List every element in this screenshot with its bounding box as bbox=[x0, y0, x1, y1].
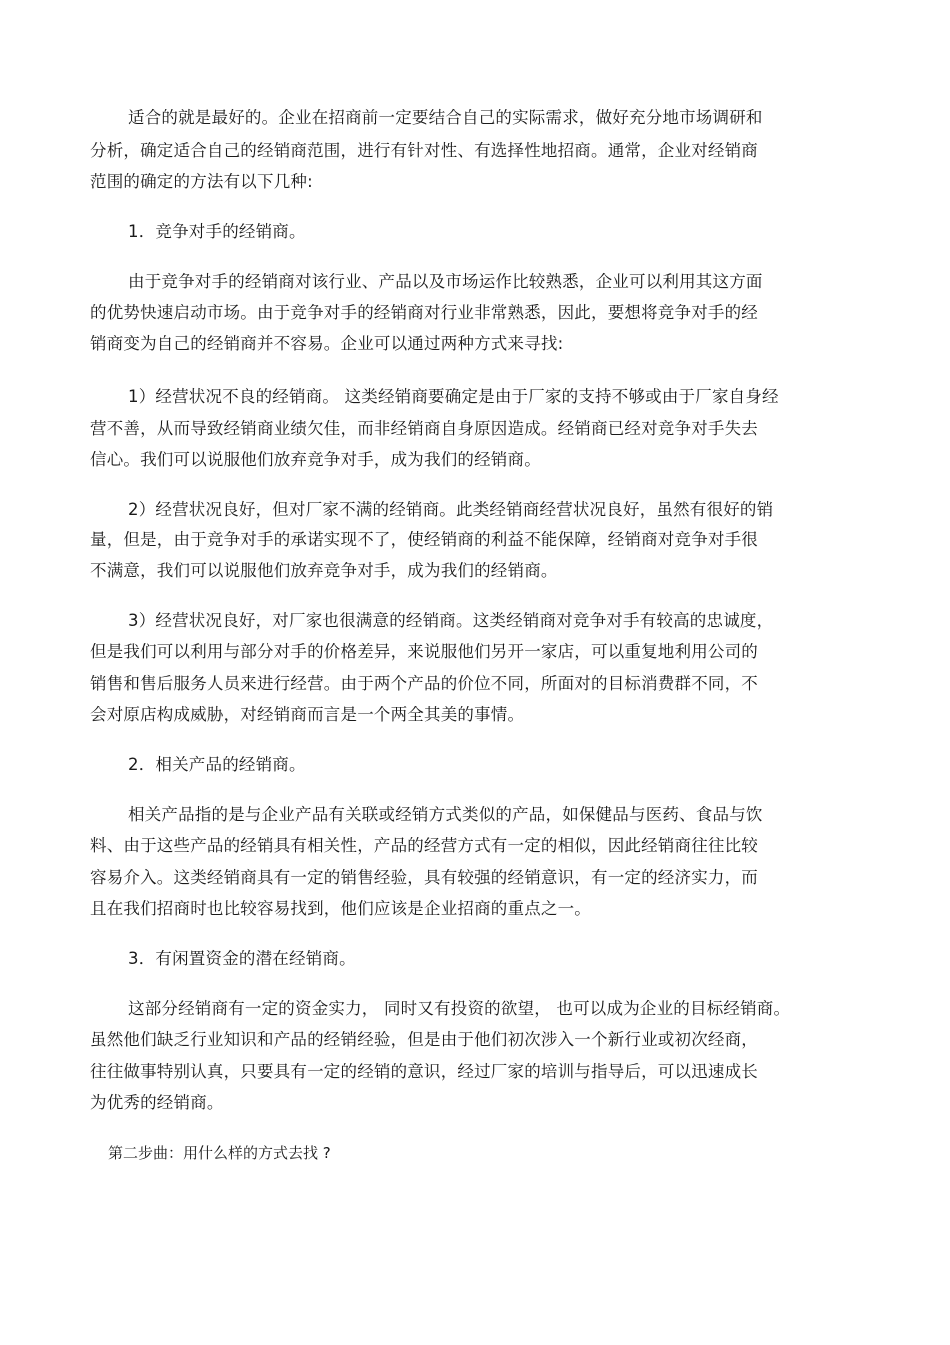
item1-title: 1．竞争对手的经销商。 bbox=[128, 222, 306, 241]
sub3-line-4: 会对原店构成威胁，对经销商而言是一个两全其美的事情。 bbox=[90, 705, 525, 724]
item1-body-line-2: 的优势快速启动市场。由于竞争对手的经销商对行业非常熟悉，因此，要想将竞争对手的经 bbox=[90, 303, 758, 322]
sub3-line-3: 销售和售后服务人员来进行经营。由于两个产品的价位不同，所面对的目标消费群不同，不 bbox=[90, 674, 758, 693]
item3-body-line-3: 往往做事特别认真，只要具有一定的经销的意识，经过厂家的培训与指导后，可以迅速成长 bbox=[90, 1062, 758, 1081]
sub1-line-1: 1）经营状况不良的经销商。 这类经销商要确定是由于厂家的支持不够或由于厂家自身经 bbox=[128, 387, 779, 406]
intro-line-2: 分析，确定适合自己的经销商范围，进行有针对性、有选择性地招商。通常，企业对经销商 bbox=[90, 141, 758, 160]
intro-line-1: 适合的就是最好的。企业在招商前一定要结合自己的实际需求，做好充分地市场调研和 bbox=[128, 108, 763, 127]
item1-body-line-1: 由于竞争对手的经销商对该行业、产品以及市场运作比较熟悉，企业可以利用其这方面 bbox=[128, 272, 763, 291]
item3-title: 3．有闲置资金的潜在经销商。 bbox=[128, 949, 356, 968]
item2-body-line-3: 容易介入。这类经销商具有一定的销售经验，具有较强的经销意识，有一定的经济实力，而 bbox=[90, 868, 758, 887]
step2-heading: 第二步曲：用什么样的方式去找 ? bbox=[108, 1144, 331, 1162]
item2-body-line-4: 且在我们招商时也比较容易找到，他们应该是企业招商的重点之一。 bbox=[90, 899, 591, 918]
item3-body-line-2: 虽然他们缺乏行业知识和产品的经销经验，但是由于他们初次涉入一个新行业或初次经商， bbox=[90, 1030, 758, 1049]
item1-body-line-3: 销商变为自己的经销商并不容易。企业可以通过两种方式来寻找: bbox=[90, 334, 564, 353]
sub3-line-1: 3）经营状况良好，对厂家也很满意的经销商。这类经销商对竞争对手有较高的忠诚度， bbox=[128, 611, 774, 630]
sub2-line-2: 量，但是，由于竞争对手的承诺实现不了，使经销商的利益不能保障，经销商对竞争对手很 bbox=[90, 530, 758, 549]
item3-body-line-1: 这部分经销商有一定的资金实力， 同时又有投资的欲望， 也可以成为企业的目标经销商。 bbox=[128, 999, 791, 1018]
intro-line-3: 范围的确定的方法有以下几种: bbox=[90, 172, 313, 191]
item2-body-line-2: 料、由于这些产品的经销具有相关性，产品的经营方式有一定的相似，因此经销商往往比较 bbox=[90, 836, 758, 855]
sub2-line-1: 2）经营状况良好，但对厂家不满的经销商。此类经销商经营状况良好，虽然有很好的销 bbox=[128, 500, 774, 519]
sub1-line-3: 信心。我们可以说服他们放弃竞争对手，成为我们的经销商。 bbox=[90, 450, 541, 469]
item2-body-line-1: 相关产品指的是与企业产品有关联或经销方式类似的产品，如保健品与医药、食品与饮 bbox=[128, 805, 763, 824]
sub2-line-3: 不满意，我们可以说服他们放弃竞争对手，成为我们的经销商。 bbox=[90, 561, 558, 580]
item3-body-line-4: 为优秀的经销商。 bbox=[90, 1093, 224, 1112]
item2-title: 2．相关产品的经销商。 bbox=[128, 755, 306, 774]
sub1-line-2: 营不善，从而导致经销商业绩欠佳，而非经销商自身原因造成。经销商已经对竞争对手失去 bbox=[90, 419, 758, 438]
sub3-line-2: 但是我们可以利用与部分对手的价格差异，来说服他们另开一家店，可以重复地利用公司的 bbox=[90, 642, 758, 661]
